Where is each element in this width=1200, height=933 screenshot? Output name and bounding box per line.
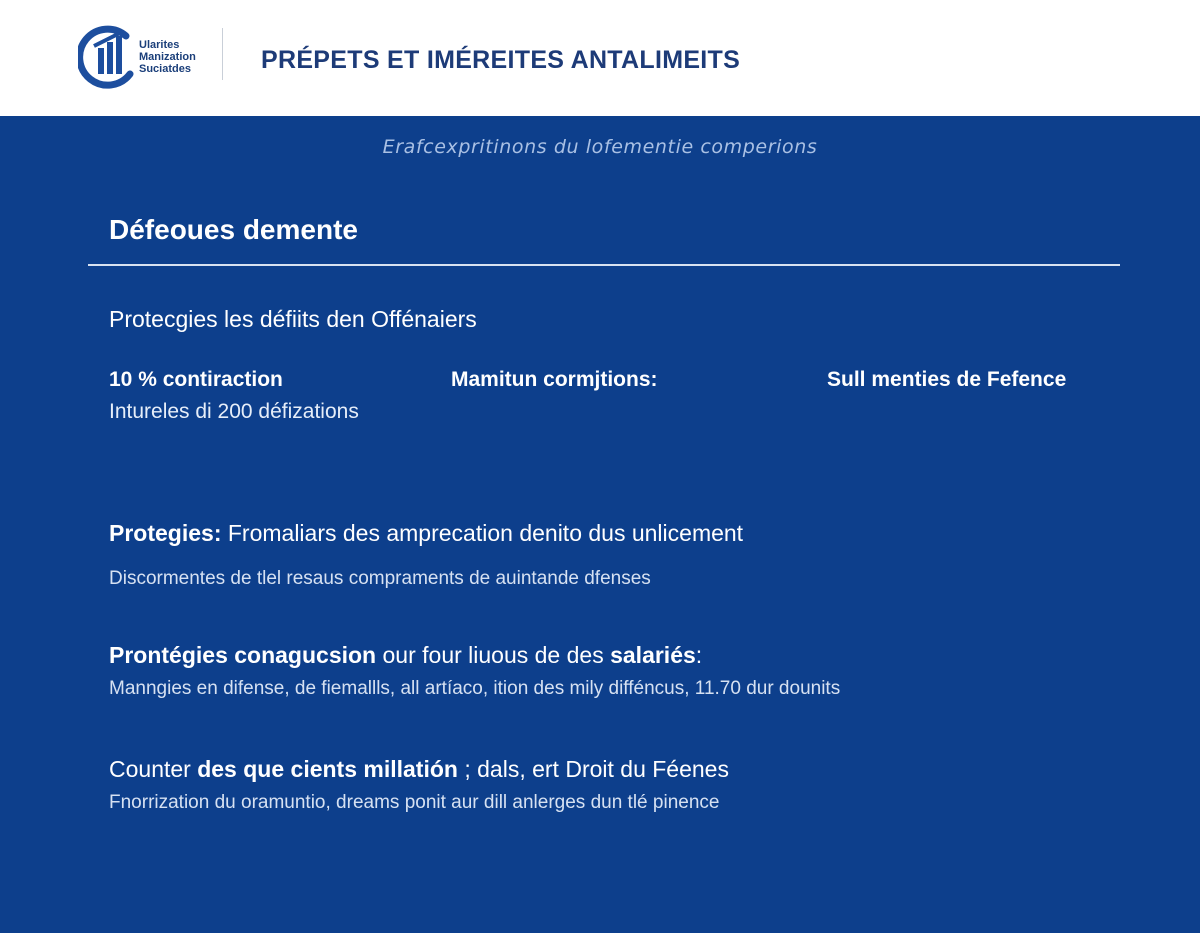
subtitle: Erafcexpritinons du lofementie comperions: [382, 136, 818, 158]
stat-label: 10 % contiraction: [109, 368, 283, 391]
item-detail: Discormentes de tlel resaus compraments de auintande dfenses: [109, 568, 651, 589]
logo-line: Suciatdes: [139, 63, 191, 75]
item-heading-text: :: [695, 642, 703, 668]
stat-detail: Intureles di 200 défizations: [109, 400, 359, 423]
item-heading-bold: des que cients millatión: [197, 756, 458, 782]
stat-label: Sull menties de Fefence: [827, 368, 1067, 391]
item-heading: [109, 520, 743, 547]
logo-line: Ularites: [139, 39, 180, 51]
item-heading-text: Counter: [109, 756, 198, 782]
section-divider: [88, 264, 1120, 266]
item-heading: [109, 756, 729, 783]
logo-line: Manization: [139, 51, 196, 63]
header-divider: [222, 28, 223, 80]
item-detail: Fnorrization du oramuntio, dreams ponit aur dill anlerges dun tlé pinence: [109, 792, 720, 813]
page-title: PRÉPETS ET IMÉREITES ANTALIMEITS: [261, 46, 741, 74]
page-header: [0, 0, 1200, 116]
item-heading-text: our four liuous de des: [376, 642, 611, 668]
intro-text: Protecgies les défiits den Offénaiers: [109, 306, 477, 332]
item-heading-bold: Protegies:: [109, 520, 222, 546]
item-detail: Manngies en difense, de fiemallls, all artíaco, ition des mily difféncus, 11.70 dur dounits: [109, 678, 841, 699]
item-heading-text: ; dals, ert Droit du Féenes: [457, 756, 729, 782]
item-heading-bold: salariés: [610, 642, 696, 668]
item-heading-text: Fromaliars des amprecation denito dus unlicement: [221, 520, 744, 546]
section-title: Défeoues demente: [109, 214, 358, 245]
stat-label: Mamitun cormjtions:: [451, 368, 658, 391]
item-heading-bold: Prontégies conagucsion: [109, 642, 377, 668]
columns-circle-logo-icon: [78, 24, 138, 90]
item-heading: [109, 642, 702, 669]
logo-wordmark: [139, 39, 196, 75]
main-content: [0, 116, 1200, 933]
